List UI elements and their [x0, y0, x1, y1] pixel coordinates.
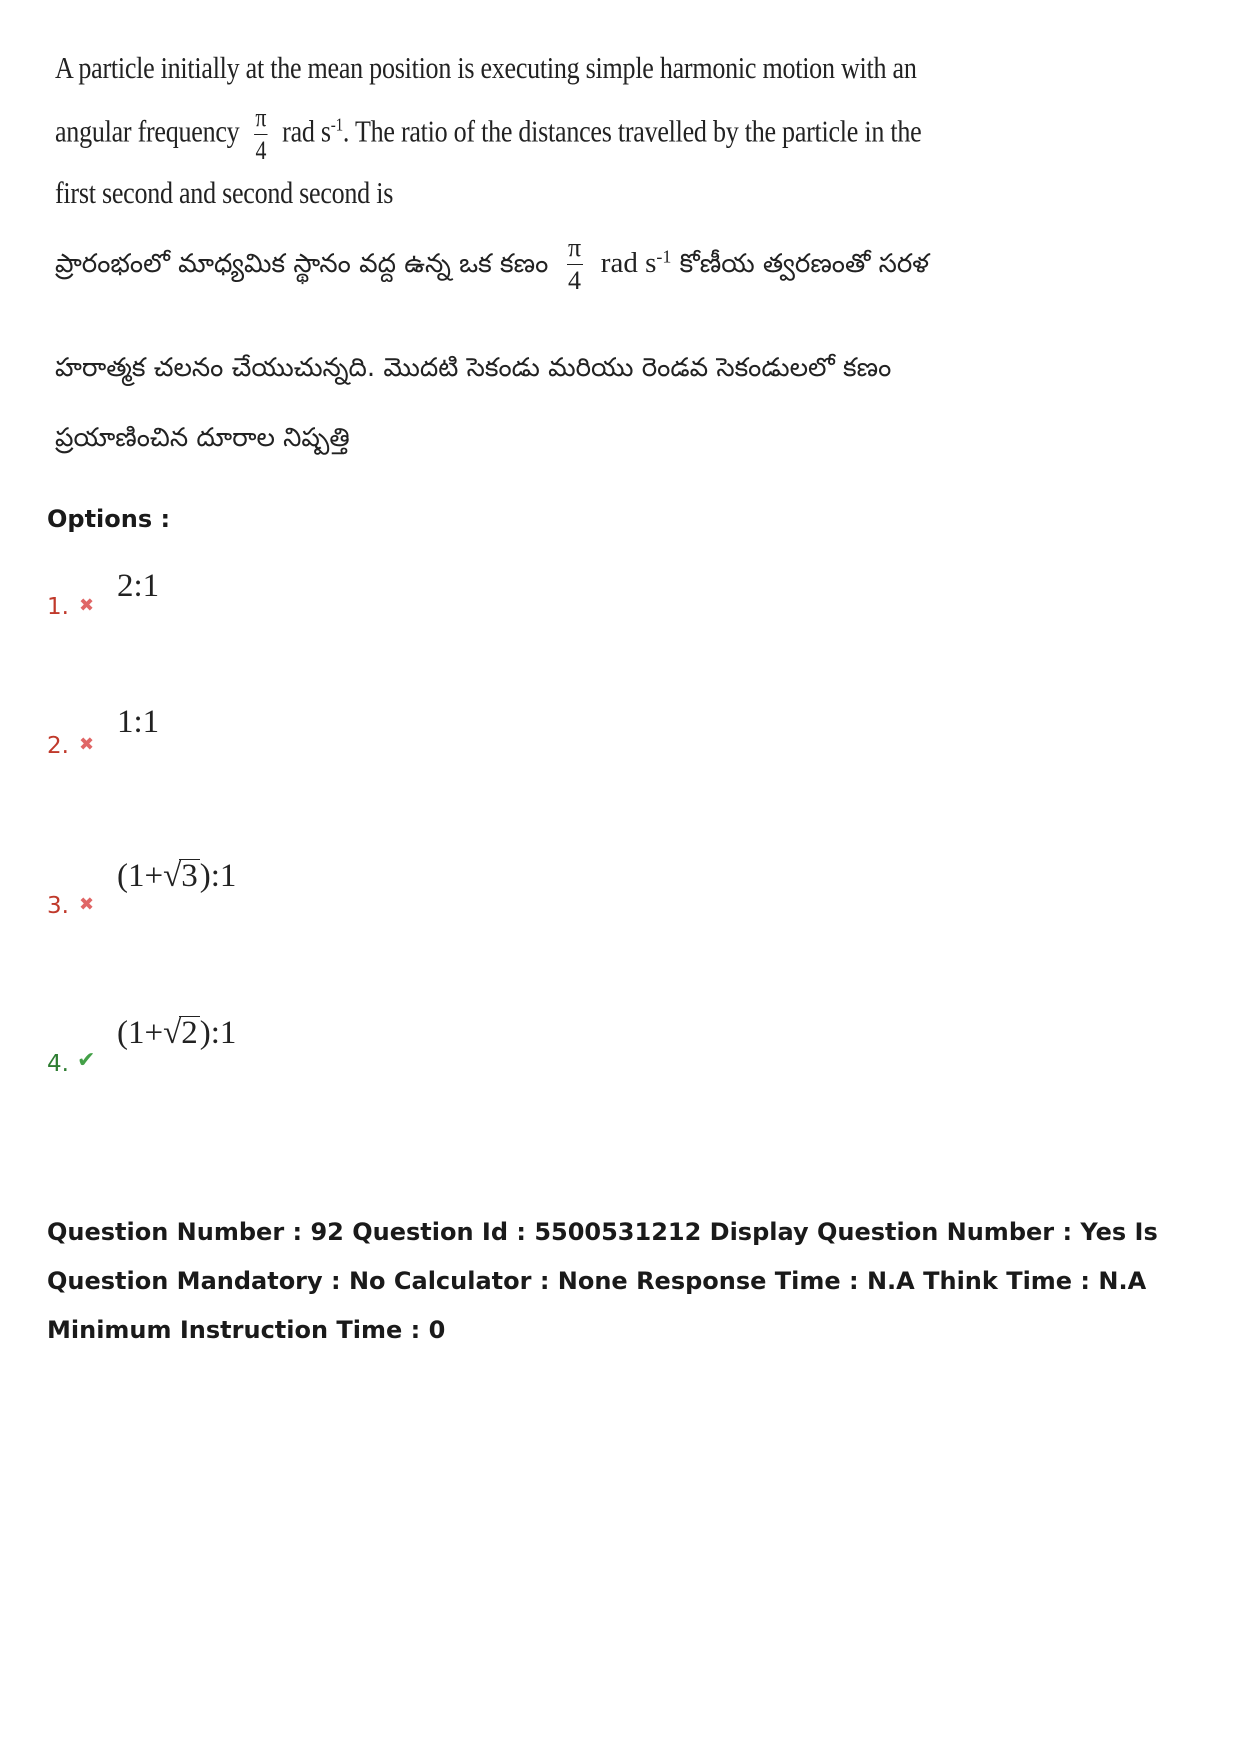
question-telugu-line-2: హరాత్మక చలనం చేయుచున్నది. మొదటి సెకండు మరియు రెండవ సెకండులలో కణం: [55, 353, 892, 383]
options-label: Options :: [47, 505, 171, 533]
value-prefix: (1+: [117, 1015, 164, 1051]
question-telugu-line-3: ప్రయాణించిన దూరాల నిష్పత్తి: [55, 423, 350, 453]
value-suffix: ):1: [199, 1015, 237, 1051]
question-english-line-1: A particle initially at the mean position is executing simple harmonic motion with an: [55, 50, 917, 85]
cross-icon: ✖: [79, 595, 95, 616]
unit-text: rad s: [282, 113, 331, 149]
fraction-denominator: 4: [255, 136, 267, 165]
question-english-line-3: first second and second second is: [55, 175, 394, 210]
telugu-text: ప్రారంభంలో మాధ్యమిక స్థానం వద్ద ఉన్న ఒక కణం: [55, 249, 549, 279]
value-prefix: (1+: [117, 858, 164, 894]
unit-exponent: -1: [330, 114, 343, 135]
option-value: 2:1: [117, 568, 160, 604]
sqrt-sign: √: [163, 1015, 182, 1051]
question-metadata: Question Number : 92 Question Id : 5500531212 Display Question Number : Yes Is Question Mandatory : No Calculator : None Response Time : N.A Think Time : N.A Minimum Instruction Time : 0: [47, 1218, 1158, 1344]
question-english-text: angular frequency: [55, 113, 240, 149]
option-4[interactable]: [47, 1015, 647, 1095]
option-3[interactable]: [47, 858, 647, 938]
unit-text: rad s: [600, 247, 657, 279]
unit-exponent: -1: [656, 246, 672, 267]
option-1[interactable]: [47, 562, 647, 642]
sqrt-radicand: 2: [181, 1015, 198, 1051]
value-suffix: ):1: [199, 858, 237, 894]
telugu-text-continued: కోణీయ త్వరణంతో సరళ: [679, 249, 930, 279]
option-value: [117, 1015, 236, 1052]
sqrt-sign: √: [163, 858, 182, 894]
fraction-pi-over-4: [254, 105, 267, 164]
sqrt-radicand: 3: [181, 858, 198, 894]
fraction-bar: [567, 264, 583, 265]
question-english-line-2: [55, 105, 921, 164]
cross-icon: ✖: [79, 734, 95, 755]
option-2[interactable]: [47, 700, 647, 780]
option-value: [117, 858, 236, 895]
telugu-fraction-pi-over-4: [567, 235, 583, 294]
check-icon: ✔: [77, 1048, 96, 1073]
option-number: 3.: [47, 893, 69, 919]
question-english-text-continued: . The ratio of the distances travelled by the particle in the: [342, 113, 922, 149]
cross-icon: ✖: [79, 894, 95, 915]
option-number: 2.: [47, 733, 69, 759]
option-value: 1:1: [117, 704, 160, 740]
fraction-bar: [254, 134, 267, 135]
fraction-numerator: π: [255, 103, 267, 132]
option-number: 1.: [47, 594, 69, 620]
option-number: 4.: [47, 1051, 69, 1077]
fraction-numerator: π: [567, 233, 582, 262]
fraction-denominator: 4: [568, 266, 582, 295]
question-telugu-line-1: [55, 235, 929, 294]
